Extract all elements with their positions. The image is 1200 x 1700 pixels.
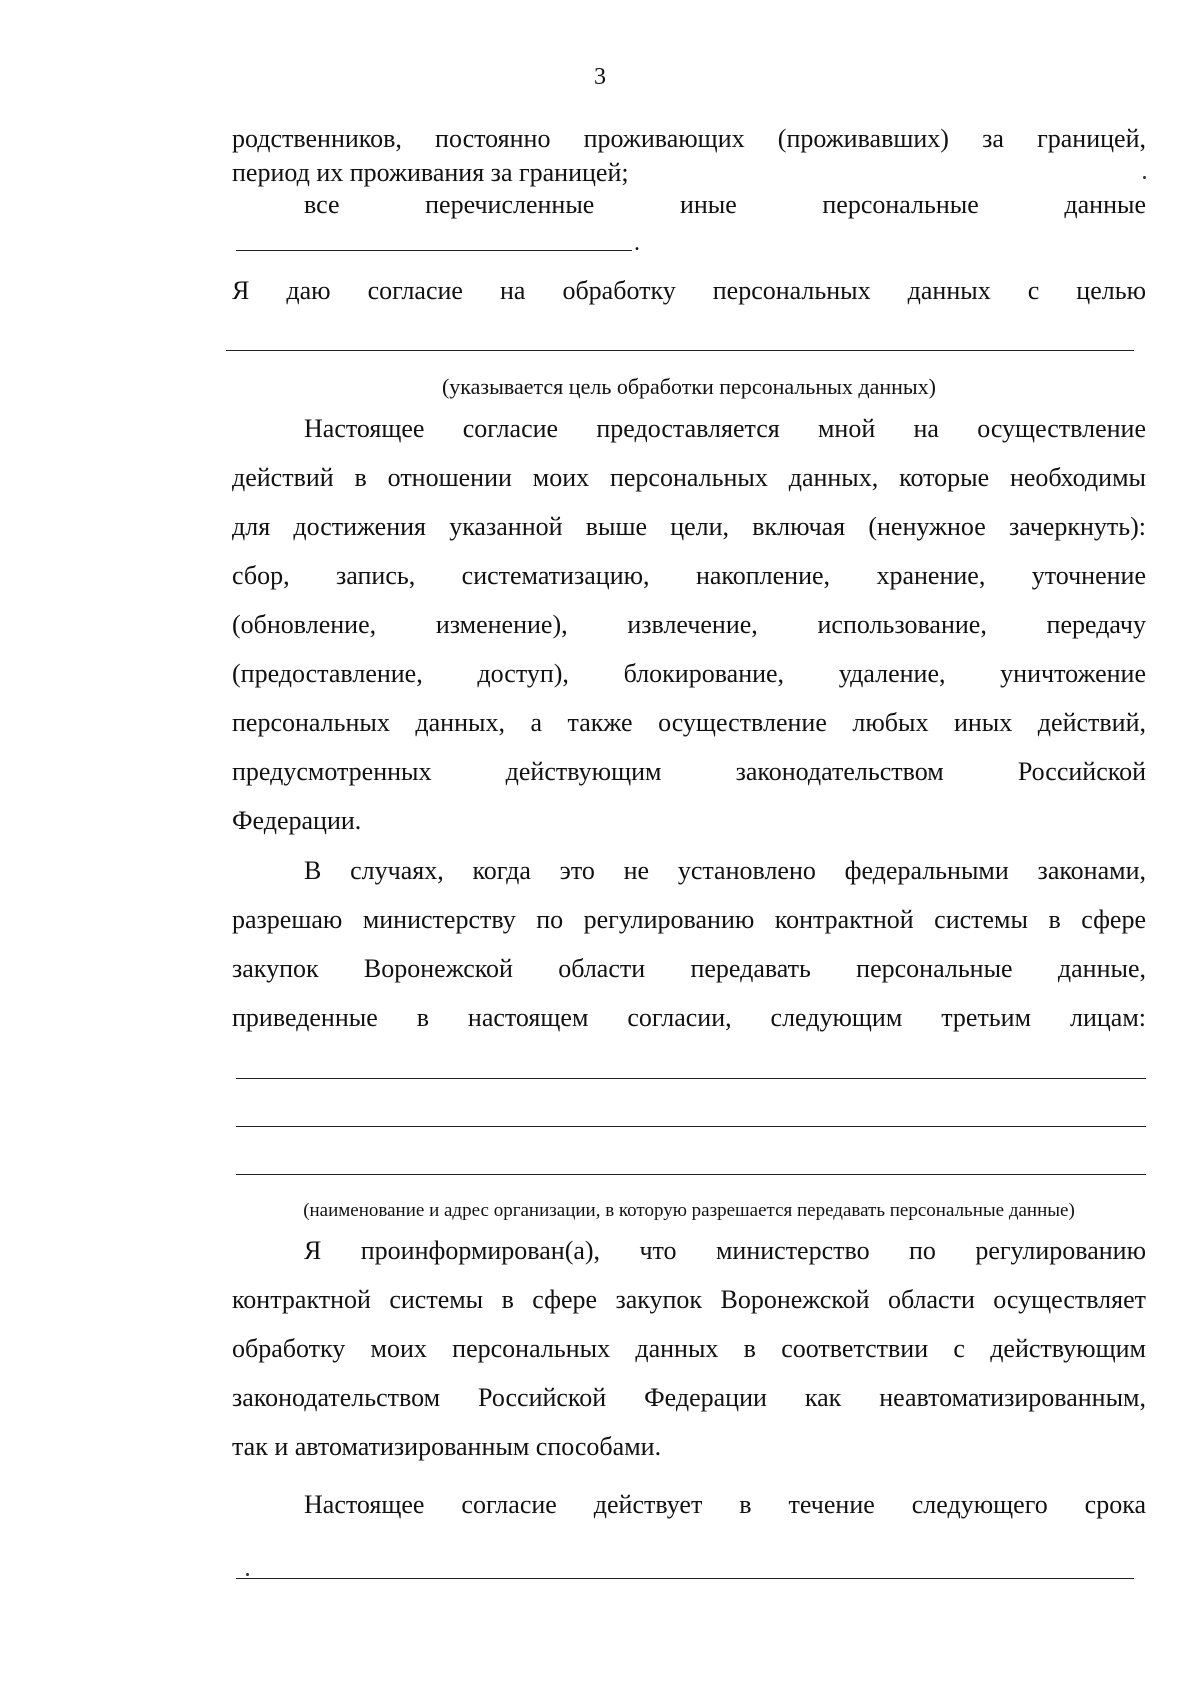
purpose-caption: (указывается цель обработки персональных данных) <box>441 374 936 399</box>
text-line: Настоящее согласие действует в течение следующего срока <box>304 1490 1146 1519</box>
org-fill-in-line-2 <box>236 1126 1146 1127</box>
text-line: персональных данных, а также осуществление любых иных действий, <box>232 708 1146 737</box>
stray-dot <box>1143 176 1146 179</box>
text-line: обработку моих персональных данных в соответствии с действующим <box>232 1334 1146 1363</box>
consent-purpose-line: Я даю согласие на обработку персональных данных с целью <box>232 276 1146 305</box>
text-line: приведенные в настоящем согласии, следующим третьим лицам: <box>232 1003 1146 1032</box>
text-line: Федерации. <box>232 806 362 835</box>
org-fill-in-line-3 <box>236 1174 1146 1175</box>
text-line: действий в отношении моих персональных данных, которые необходимы <box>232 463 1146 492</box>
purpose-fill-in-line <box>226 350 1134 351</box>
page-number: 3 <box>594 64 606 90</box>
stray-dot <box>246 1573 249 1576</box>
org-fill-in-line-1 <box>236 1078 1146 1079</box>
org-caption: (наименование и адрес организации, в которую разрешается передавать персональные данные) <box>303 1200 1075 1221</box>
text-line: так и автоматизированным способами. <box>232 1432 662 1461</box>
text-line: закупок Воронежской области передавать персональные данные, <box>232 954 1146 983</box>
text-line: сбор, запись, систематизацию, накопление, хранение, уточнение <box>232 561 1146 590</box>
term-fill-in-line <box>236 1578 1134 1579</box>
text-line: (обновление, изменение), извлечение, использование, передачу <box>232 610 1146 639</box>
line-end-period: . <box>634 230 640 256</box>
text-line: (предоставление, доступ), блокирование, удаление, уничтожение <box>232 659 1146 688</box>
text-line: Я проинформирован(а), что министерство по регулированию <box>304 1236 1146 1265</box>
text-line: период их проживания за границей; <box>232 158 629 187</box>
text-line: все перечисленные иные персональные данные <box>304 190 1146 219</box>
text-line: родственников, постоянно проживающих (проживавших) за границей, <box>232 124 1146 153</box>
text-line: В случаях, когда это не установлено федеральными законами, <box>304 856 1146 885</box>
text-line: для достижения указанной выше цели, включая (ненужное зачеркнуть): <box>232 512 1146 541</box>
text-line: разрешаю министерству по регулированию контрактной системы в сфере <box>232 905 1146 934</box>
fill-in-line <box>236 250 632 251</box>
text-line: контрактной системы в сфере закупок Воронежской области осуществляет <box>232 1285 1146 1314</box>
text-line: законодательством Российской Федерации как неавтоматизированным, <box>232 1383 1146 1412</box>
text-line: предусмотренных действующим законодательством Российской <box>232 757 1146 786</box>
text-line: Настоящее согласие предоставляется мной на осуществление <box>304 414 1146 443</box>
